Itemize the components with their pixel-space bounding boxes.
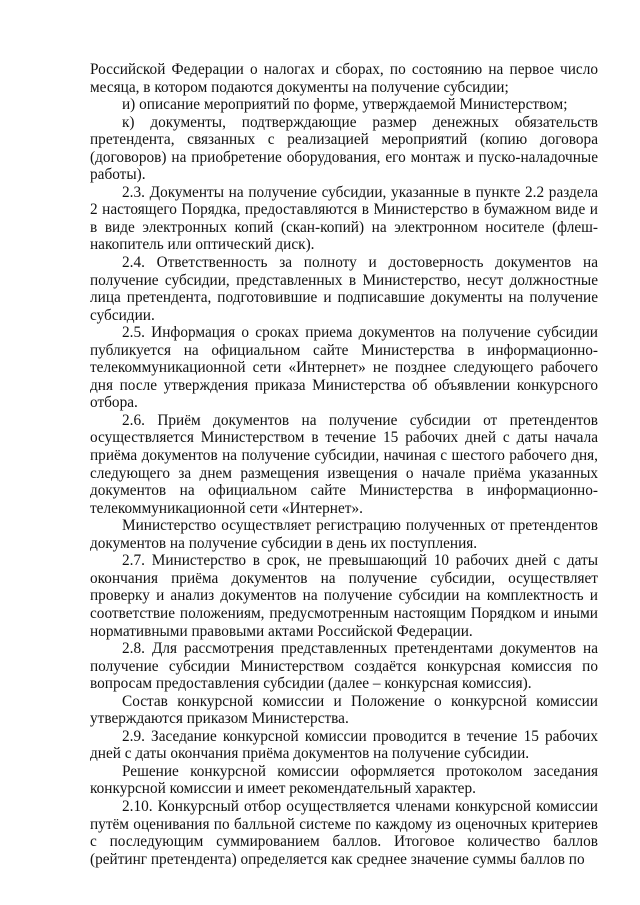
paragraph-item-i: и) описание мероприятий по форме, утверждаемой Министерством; xyxy=(122,96,568,114)
paragraph-commission-composition: Состав конкурсной комиссии и Положение о конкурсной комиссии утверждаются приказом Министерства. xyxy=(90,692,598,728)
document-page xyxy=(90,61,598,868)
paragraph-2-8: 2.8. Для рассмотрения представленных претендентами документов на получение субсидии Министерством создаётся конкурсная комиссия по вопросам предоставления субсидии (далее – конкурсная комиссия). xyxy=(90,640,598,693)
paragraph-item-k: к) документы, подтверждающие размер денежных обязательств претендента, связанных с реализацией мероприятий (копию договора (договоров) на приобретение оборудования, его монтаж и пуско-наладочные работы). xyxy=(90,113,598,184)
paragraph-2-9: 2.9. Заседание конкурсной комиссии проводится в течение 15 рабочих дней с даты окончания приёма документов на получение субсидии. xyxy=(90,727,598,763)
paragraph-commission-decision: Решение конкурсной комиссии оформляется протоколом заседания конкурсной комиссии и имеет рекомендательный характер. xyxy=(90,762,598,798)
paragraph-2-5: 2.5. Информация о сроках приема документов на получение субсидии публикуется на официальном сайте Министерства в информационно-телекоммуникационной сети «Интернет» не позднее следующего рабочего дня после утверждения приказа Министерства об объявлении конкурсного отбора. xyxy=(90,324,598,412)
paragraph-tax-continuation: Российской Федерации о налогах и сборах, по состоянию на первое число месяца, в котором подаются документы на получение субсидии; xyxy=(90,61,598,96)
paragraph-2-6: 2.6. Приём документов на получение субсидии от претендентов осуществляется Министерством в течение 15 рабочих дней с даты начала приёма документов на получение субсидии, начиная с шестого рабочего дня, следующего за днем размещения извещения о начале приёма указанных документов на официальном сайте Министерства в информационно-телекоммуникационной сети «Интернет». xyxy=(90,411,598,517)
paragraph-2-3: 2.3. Документы на получение субсидии, указанные в пункте 2.2 раздела 2 настоящего Порядка, предоставляются в Министерство в бумажном виде и в виде электронных копий (скан-копий) на электронном носителе (флеш-накопитель или оптический диск). xyxy=(90,183,598,254)
paragraph-2-4: 2.4. Ответственность за полноту и достоверность документов на получение субсидии, представленных в Министерство, несут должностные лица претендента, подготовившие и подписавшие документы на получение субсидии. xyxy=(90,254,598,324)
paragraph-2-10: 2.10. Конкурсный отбор осуществляется членами конкурсной комиссии путём оценивания по балльной системе по каждому из оценочных критериев с последующим суммированием баллов. Итоговое количество баллов (рейтинг претендента) определяется как среднее значение суммы баллов по xyxy=(90,797,598,868)
paragraph-2-7: 2.7. Министерство в срок, не превышающий 10 рабочих дней с даты окончания приёма документов на получение субсидии, осуществляет проверку и анализ документов на получение субсидии на комплектность и соответствие положениям, предусмотренным настоящим Порядком и иными нормативными правовыми актами Российской Федерации. xyxy=(90,552,598,640)
paragraph-registration: Министерство осуществляет регистрацию полученных от претендентов документов на получение субсидии в день их поступления. xyxy=(90,517,598,552)
